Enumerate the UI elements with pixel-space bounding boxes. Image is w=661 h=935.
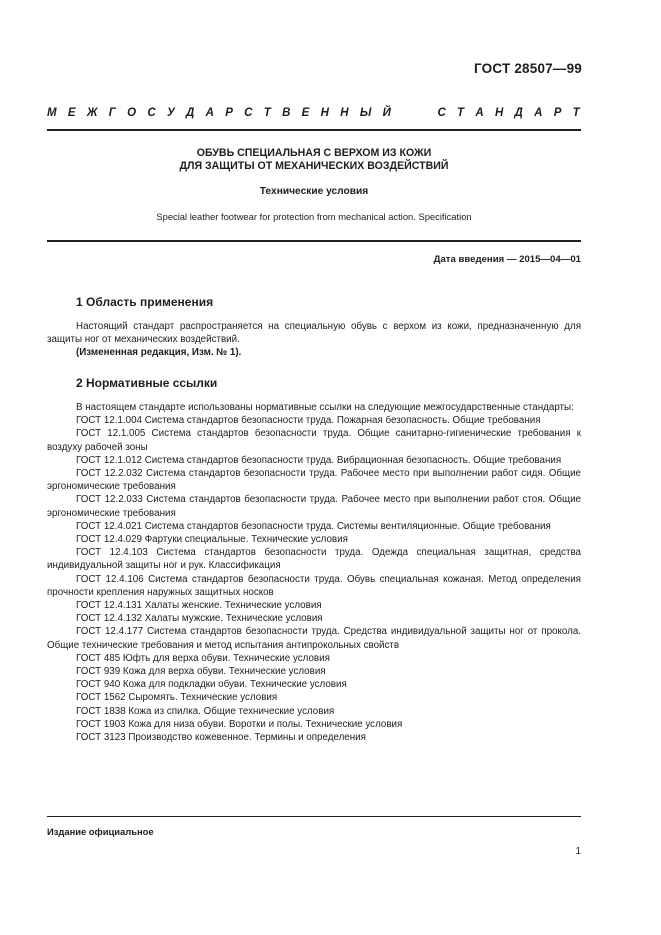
banner-letter: Е — [301, 107, 310, 119]
banner-letter: Н — [340, 107, 349, 119]
reference-item: ГОСТ 12.1.005 Система стандартов безопасности труда. Общие санитарно-гигиенические требования к воздуху рабочей зоны — [47, 428, 581, 453]
reference-list — [47, 414, 581, 744]
banner-letter: Т — [457, 107, 465, 119]
reference-item: ГОСТ 1562 Сыромять. Технические условия — [76, 692, 278, 704]
english-title: Special leather footwear for protection from mechanical action. Specification — [156, 211, 472, 222]
edition-note: (Измененная редакция, Изм. № 1). — [76, 347, 242, 359]
reference-item: ГОСТ 12.2.033 Система стандартов безопасности труда. Рабочее место при выполнении работ стоя. Общие эргономические требования — [47, 494, 581, 519]
banner-letter: Ы — [359, 107, 372, 119]
document-title — [47, 147, 581, 172]
banner-letter: О — [127, 107, 137, 119]
banner-letter: Й — [382, 107, 391, 119]
banner-letter: М — [47, 107, 57, 119]
document-subtitle: Технические условия — [259, 186, 369, 197]
title-line-1: ОБУВЬ СПЕЦИАЛЬНАЯ С ВЕРХОМ ИЗ КОЖИ — [196, 147, 432, 159]
banner-letter: Н — [320, 107, 329, 119]
reference-item: ГОСТ 3123 Производство кожевенное. Термины и определения — [76, 732, 366, 744]
banner-letter: Р — [553, 107, 562, 119]
banner-letter: Т — [263, 107, 271, 119]
references-intro: В настоящем стандарте использованы нормативные ссылки на следующие межгосударственные стандарты: — [76, 402, 574, 413]
reference-item: ГОСТ 12.4.106 Система стандартов безопасности труда. Обувь специальная кожаная. Метод определения прочности крепления наружных защитных носков — [47, 573, 581, 598]
banner-letter: Г — [108, 107, 116, 119]
reference-item: ГОСТ 12.4.131 Халаты женские. Технические условия — [76, 600, 322, 612]
reference-item: ГОСТ 12.2.032 Система стандартов безопасности труда. Рабочее место при выполнении работ сидя. Общие эргономические требования — [47, 468, 581, 493]
standard-type-banner — [47, 107, 580, 119]
page-number: 1 — [575, 846, 581, 857]
banner-letter: С — [147, 107, 156, 119]
banner-gap — [402, 107, 426, 119]
section-2-heading: 2 Нормативные ссылки — [76, 376, 218, 390]
reference-item: ГОСТ 485 Юфть для верха обуви. Технические условия — [76, 652, 330, 664]
title-line-2: ДЛЯ ЗАЩИТЫ ОТ МЕХАНИЧЕСКИХ ВОЗДЕЙСТВИЙ — [179, 159, 449, 172]
section-1-heading: 1 Область применения — [76, 295, 214, 309]
section-1-body — [47, 320, 581, 359]
banner-letter: Е — [67, 107, 76, 119]
reference-item: ГОСТ 1838 Кожа из спилка. Общие технические условия — [76, 705, 335, 717]
document-code: ГОСТ 28507—99 — [473, 61, 582, 76]
reference-item: ГОСТ 1903 Кожа для низа обуви. Воротки и полы. Технические условия — [76, 718, 403, 730]
reference-item: ГОСТ 12.4.103 Система стандартов безопасности труда. Одежда специальная защитная, средства индивидуальной защиты ног и рук. Классификация — [47, 547, 581, 572]
reference-item: ГОСТ 12.4.177 Система стандартов безопасности труда. Средства индивидуальной защиты ног от прокола. Общие технические требования и метод испытания антипрокольных свойств — [47, 626, 581, 651]
normative-references — [47, 401, 581, 744]
banner-letter: В — [282, 107, 291, 119]
reference-item: ГОСТ 12.4.132 Халаты мужские. Технические условия — [76, 613, 323, 625]
reference-item: ГОСТ 12.4.029 Фартуки специальные. Технические условия — [76, 534, 348, 546]
banner-letter: С — [437, 107, 446, 119]
reference-item: ГОСТ 12.1.004 Система стандартов безопасности труда. Пожарная безопасность. Общие требования — [76, 415, 541, 427]
title-bottom-rule — [47, 240, 581, 242]
banner-letter: С — [244, 107, 253, 119]
banner-letter: А — [205, 107, 214, 119]
banner-letter: Н — [494, 107, 504, 119]
banner-letter: Т — [572, 107, 580, 119]
reference-item: ГОСТ 940 Кожа для подкладки обуви. Технические условия — [76, 679, 347, 691]
reference-item: ГОСТ 939 Кожа для верха обуви. Технические условия — [76, 666, 326, 678]
reference-item: ГОСТ 12.1.012 Система стандартов безопасности труда. Вибрационная безопасность. Общие требования — [76, 454, 562, 466]
banner-letter: У — [166, 107, 175, 119]
banner-letter: Д — [186, 107, 195, 119]
official-edition-label: Издание официальное — [47, 826, 154, 837]
banner-letter: Р — [225, 107, 233, 119]
banner-letter: Ж — [86, 107, 98, 119]
reference-item: ГОСТ 12.4.021 Система стандартов безопасности труда. Системы вентиляционные. Общие требования — [76, 520, 551, 532]
footer-rule — [47, 816, 581, 817]
banner-letter: А — [475, 107, 484, 119]
banner-letter: А — [534, 107, 543, 119]
introduction-date: Дата введения — 2015—04—01 — [433, 254, 581, 265]
section-1-text: Настоящий стандарт распространяется на специальную обувь с верхом из кожи, предназначенную для защиты ног от механических воздействий. — [47, 321, 581, 346]
banner-letter: Д — [514, 107, 523, 119]
top-rule — [47, 129, 581, 131]
